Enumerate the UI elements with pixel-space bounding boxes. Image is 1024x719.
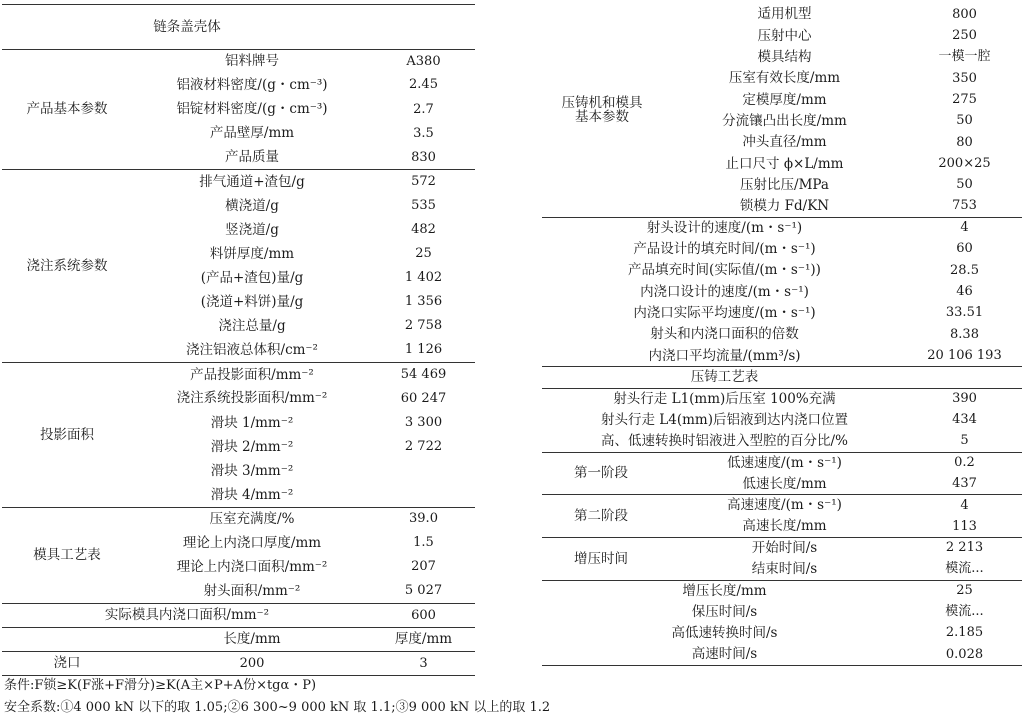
left-parameter-table [2, 4, 475, 676]
group-label: 投影面积 [40, 426, 94, 443]
table-row [542, 580, 1022, 601]
param-value: 2 213 [945, 540, 984, 556]
param-value: 0.2 [954, 454, 975, 470]
table-row [2, 50, 475, 74]
param-label: 内浇口设计的速度/(m・s⁻¹) [640, 283, 809, 300]
param-value: 1 126 [404, 342, 443, 358]
param-value: 250 [952, 27, 977, 43]
table-row [542, 260, 1022, 281]
param-label: 射头行走 L1(mm)后压室 100%充满 [613, 390, 836, 407]
param-value: 50 [956, 113, 973, 129]
empty-cell [907, 367, 1022, 388]
param-label: 理论上内浇口面积/mm⁻² [176, 559, 328, 576]
param-label: 铝料牌号 [225, 53, 279, 70]
param-label: 滑块 2/mm⁻² [210, 438, 294, 455]
safety-factor-footnote: 安全系数:①4 000 kN 以下的取 1.05;②6 300~9 000 kN 取 1.1;③9 000 kN 以上的取 1.2 [4, 700, 551, 715]
param-label: 产品壁厚/mm [209, 125, 295, 142]
table-row [2, 628, 475, 652]
param-label: (产品+渣包)量/g [200, 269, 304, 286]
param-label: 内浇口平均流量/(mm³/s) [648, 347, 801, 364]
param-label: 压室充满度/% [209, 511, 295, 528]
param-value: 390 [952, 390, 977, 406]
param-label: 高、低速转换时铝液进入型腔的百分比/% [601, 432, 848, 449]
table-row [2, 507, 475, 531]
right-parameter-table [542, 4, 1022, 666]
table-row [542, 367, 1022, 388]
param-value: 275 [952, 91, 977, 107]
table-row [542, 452, 1022, 473]
table-row [542, 431, 1022, 452]
param-value: A380 [406, 53, 441, 69]
param-label: 低速速度/(m・s⁻¹) [727, 454, 842, 471]
table-row [2, 604, 475, 628]
param-label: 高速速度/(m・s⁻¹) [727, 497, 842, 514]
stage-label: 第一阶段 [574, 465, 628, 482]
param-label: 开始时间/s [751, 540, 818, 557]
empty-cell [2, 628, 132, 652]
table-row [542, 303, 1022, 324]
param-label: 横浇道/g [225, 197, 279, 214]
table-row [2, 170, 475, 194]
stage-label: 增压时间 [574, 550, 628, 567]
param-value: 4 [960, 497, 969, 513]
param-value: 54 469 [400, 366, 447, 382]
param-label: 浇注系统投影面积/mm⁻² [176, 390, 328, 407]
process-table-title: 压铸工艺表 [690, 369, 759, 386]
param-value: 1 402 [404, 270, 443, 286]
param-value: 200×25 [938, 155, 991, 171]
length-header: 长度/mm [223, 631, 281, 648]
param-label: 排气通道+渣包/g [199, 173, 305, 190]
thickness-header: 厚度/mm [394, 631, 453, 648]
param-value: 437 [952, 475, 977, 491]
actual-gate-area-value: 600 [411, 607, 436, 623]
param-value: 3 300 [404, 414, 443, 430]
param-value: 0.028 [945, 646, 984, 662]
param-value: 113 [952, 518, 977, 534]
param-value: 20 106 193 [927, 347, 1002, 363]
param-label: 压射中心 [757, 27, 812, 44]
param-value: 2.45 [409, 77, 438, 93]
param-value: 46 [956, 283, 973, 299]
param-value: 572 [411, 174, 436, 190]
param-label: 高低速转换时间/s [671, 625, 778, 642]
param-label: 射头设计的速度/(m・s⁻¹) [646, 219, 803, 236]
table-row [542, 239, 1022, 260]
param-label: 理论上内浇口厚度/mm [182, 535, 322, 551]
param-value: 207 [411, 559, 436, 575]
param-value: 800 [952, 6, 977, 22]
group-label: 产品基本参数 [26, 101, 108, 118]
param-label: 冲头直径/mm [742, 134, 827, 151]
param-value: 60 [956, 241, 973, 257]
param-value: 2.7 [413, 101, 434, 117]
gate-label: 浇口 [53, 655, 81, 672]
param-label: 射头和内浇口面积的倍数 [650, 326, 799, 343]
param-label: 射头行走 L4(mm)后铝液到达内浇口位置 [601, 411, 848, 428]
param-label: 内浇口实际平均速度/(m・s⁻¹) [633, 305, 816, 322]
param-label: 铝锭材料密度/(g・cm⁻³) [176, 101, 328, 118]
param-value: 3.5 [413, 125, 434, 141]
param-value: 25 [415, 246, 432, 262]
param-label: 滑块 4/mm⁻² [210, 486, 294, 503]
actual-gate-area-label: 实际模具内浇口面积/mm⁻² [104, 607, 270, 624]
param-value: 2.185 [945, 625, 984, 641]
param-label: 产品填充时间(实际值/(m・s⁻¹)) [628, 262, 821, 279]
param-value: 350 [952, 70, 977, 86]
param-value [372, 483, 475, 507]
gate-length: 200 [239, 655, 265, 671]
param-label: 料饼厚度/mm [209, 245, 295, 262]
param-value: 1.5 [413, 535, 434, 551]
param-label: 低速长度/mm [742, 475, 827, 492]
param-value: 2 758 [404, 318, 443, 334]
param-label: 锁模力 Fd/KN [739, 198, 830, 215]
table-row [542, 644, 1022, 665]
stage-label: 第二阶段 [574, 507, 628, 524]
param-label: 竖浇道/g [225, 221, 279, 238]
param-label: 结束时间/s [751, 560, 818, 577]
param-label: 产品投影面积/mm⁻² [190, 366, 314, 383]
machine-group-label: 压铸机和模具 基本参数 [561, 94, 643, 126]
param-label: 高速长度/mm [742, 518, 827, 535]
param-value: 753 [952, 198, 977, 214]
param-label: 射头面积/mm⁻² [203, 582, 301, 599]
param-label: 适用机型 [757, 6, 812, 23]
table-row [2, 363, 475, 387]
empty-cell [372, 5, 475, 50]
param-value: 5 027 [404, 583, 443, 599]
table-row [2, 5, 475, 50]
table-row [542, 495, 1022, 516]
table-row [542, 324, 1022, 345]
param-value: 830 [411, 149, 436, 165]
param-value: 1 356 [404, 294, 443, 310]
param-label: 高速时间/s [691, 646, 758, 663]
param-value: 25 [956, 583, 973, 599]
param-value: 5 [960, 433, 969, 449]
param-value: 模流... [945, 604, 984, 620]
param-label: 增压长度/mm [682, 582, 767, 599]
param-label: 保压时间/s [691, 603, 758, 620]
group-label: 模具工艺表 [33, 547, 101, 564]
table-row [542, 623, 1022, 644]
table-row [542, 4, 1022, 25]
table-title: 链条盖壳体 [153, 18, 221, 35]
param-value: 39.0 [409, 511, 438, 527]
param-label: 滑块 1/mm⁻² [210, 414, 294, 431]
param-value [372, 459, 475, 483]
param-label: 滑块 3/mm⁻² [210, 462, 294, 479]
param-label: (浇道+料饼)量/g [200, 294, 304, 311]
param-value: 60 247 [400, 390, 447, 406]
param-value: 50 [956, 177, 973, 193]
table-row [2, 652, 475, 676]
group-label: 浇注系统参数 [26, 257, 108, 274]
param-value: 2 722 [404, 438, 443, 454]
param-value: 80 [956, 134, 973, 150]
param-value: 33.51 [945, 305, 984, 321]
param-value: 模流... [945, 561, 984, 577]
param-label: 压射比压/MPa [740, 177, 829, 193]
table-row [542, 217, 1022, 238]
param-value: 482 [411, 222, 436, 238]
param-label: 浇注铝液总体积/cm⁻² [186, 342, 318, 358]
param-value: 一模一腔 [938, 49, 991, 65]
param-value: 28.5 [950, 262, 979, 278]
param-label: 模具结构 [757, 48, 812, 65]
param-label: 止口尺寸 ϕ×L/mm [725, 155, 844, 172]
param-value: 535 [411, 197, 436, 213]
param-label: 定模厚度/mm [742, 91, 827, 108]
param-value: 434 [952, 412, 977, 428]
param-label: 压室有效长度/mm [728, 70, 841, 87]
table-row [542, 346, 1022, 367]
table-row [542, 602, 1022, 623]
table-row [542, 281, 1022, 302]
condition-footnote: 条件:F锁≥K(F涨+F滑分)≥K(A主×P+A份×tgα・P) [4, 678, 317, 693]
param-label: 产品质量 [225, 149, 279, 166]
param-label: 铝液材料密度/(g・cm⁻³) [176, 77, 328, 94]
param-value: 4 [960, 220, 969, 236]
gate-thickness: 3 [419, 655, 428, 671]
param-value: 8.38 [950, 326, 979, 342]
table-row [542, 410, 1022, 431]
table-row [542, 538, 1022, 559]
table-row [542, 388, 1022, 409]
param-label: 产品设计的填充时间/(m・s⁻¹) [633, 241, 816, 258]
param-label: 浇注总量/g [218, 318, 286, 335]
param-label: 分流镶凸出长度/mm [722, 112, 847, 129]
